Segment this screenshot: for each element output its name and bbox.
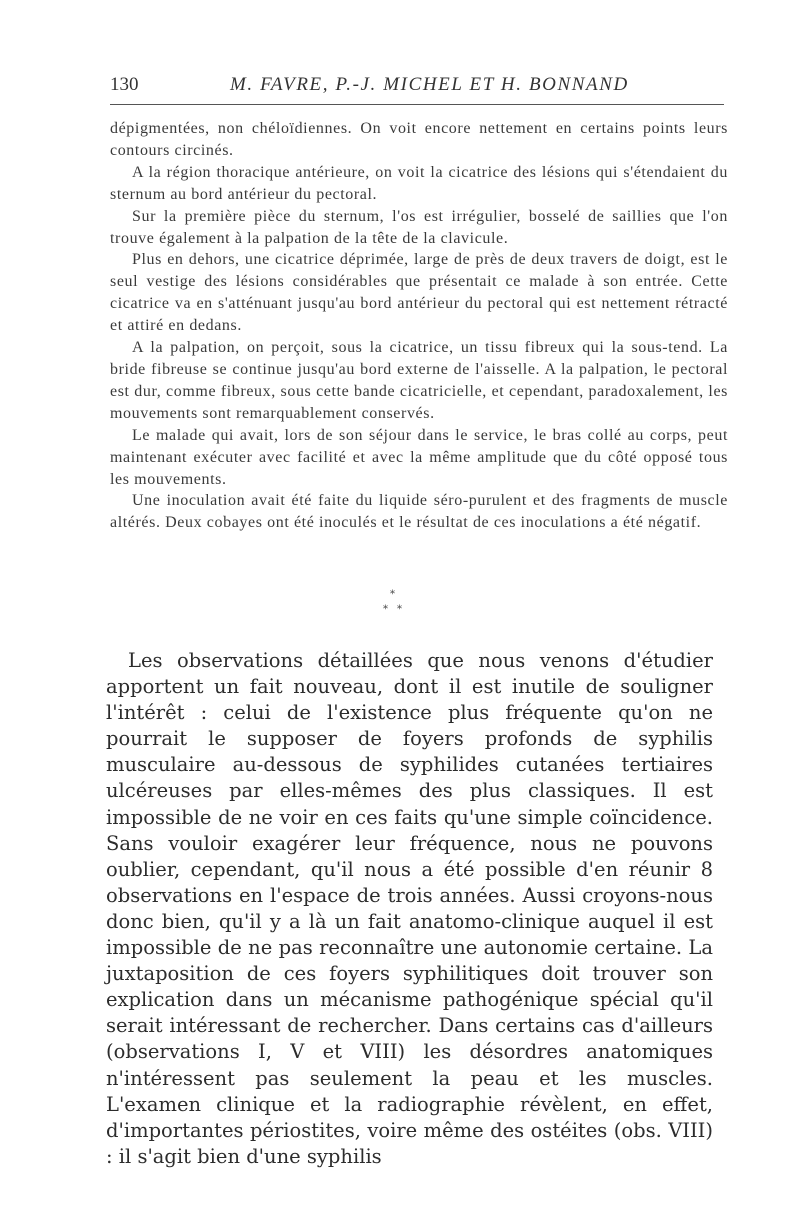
paragraph: A la région thoracique antérieure, on voit la cicatrice des lésions qui s'étendaient du sternum au bord antérieur du pectoral.: [110, 163, 728, 203]
paragraph: Le malade qui avait, lors de son séjour dans le service, le bras collé au corps, peut maintenant exécuter avec facilité et avec la même amplitude que du côté opposé tous les mouvements.: [110, 426, 728, 488]
case-observation-text: [110, 118, 728, 534]
header-rule: [110, 104, 724, 105]
paragraph: Une inoculation avait été faite du liquide séro-purulent et des fragments de muscle altérés. Deux cobayes ont été inoculés et le résultat de ces inoculations a été négatif.: [110, 492, 728, 532]
paragraph: Sur la première pièce du sternum, l'os est irrégulier, bosselé de saillies que l'on trouve également à la palpation de la tête de la clavicule.: [110, 207, 728, 247]
running-head-title: M. FAVRE, P.-J. MICHEL ET H. BONNAND: [230, 74, 629, 95]
asterisk: *: [397, 604, 402, 615]
running-head: [110, 74, 730, 100]
paragraph: Les observations détaillées que nous venons d'étudier apportent un fait nouveau, dont il est inutile de souligner l'intérêt : celui de l'existence plus fréquente qu'on ne pourrait le supposer de foyers profonds de syphilis musculaire au-dessous de syphilides cutanées tertiaires ulcéreuses par elles-mêmes des plus classiques. Il est impossible de ne voir en ces faits qu'une simple coïncidence. Sans vouloir exagérer leur fréquence, nous ne pouvons oublier, cependant, qu'il nous a été possible d'en réunir 8 observations en l'espace de trois années. Aussi croyons-nous donc bien, qu'il y a là un fait anatomo-clinique auquel il est impossible de ne pas reconnaître une autonomie certaine. La juxtaposition de ces foyers syphilitiques doit trouver son explication dans un mécanisme pathogénique spécial qu'il serait intéressant de rechercher. Dans certains cas d'ailleurs (observations I, V et VIII) les désordres anatomiques n'intéressent pas seulement la peau et les muscles. L'examen clinique et la radiographie révèlent, en effet, d'importantes périostites, voire même des ostéites (obs. VIII) : il s'agit bien d'une syphilis: [106, 649, 713, 1168]
asterism-separator: [377, 589, 427, 621]
asterisk: *: [383, 604, 388, 615]
page-number: 130: [110, 74, 139, 95]
paragraph: dépigmentées, non chéloïdiennes. On voit encore nettement en certains points leurs contours circinés.: [110, 120, 728, 159]
paragraph: Plus en dehors, une cicatrice déprimée, large de près de deux travers de doigt, est le seul vestige des lésions considérables que présentait ce malade à son entrée. Cette cicatrice va en s'atténuant jusqu'au bord antérieur du pectoral qui est nettement rétracté et attiré en dedans.: [110, 251, 728, 335]
asterisk: *: [390, 589, 395, 600]
discussion-text: [106, 648, 713, 1170]
paragraph: A la palpation, on perçoit, sous la cicatrice, un tissu fibreux qui la sous-tend. La bride fibreuse se continue jusqu'au bord externe de l'aisselle. A la palpation, le pectoral est dur, comme fibreux, sous cette bande cicatricielle, et cependant, paradoxalement, les mouvements sont remarquablement conservés.: [110, 339, 728, 422]
